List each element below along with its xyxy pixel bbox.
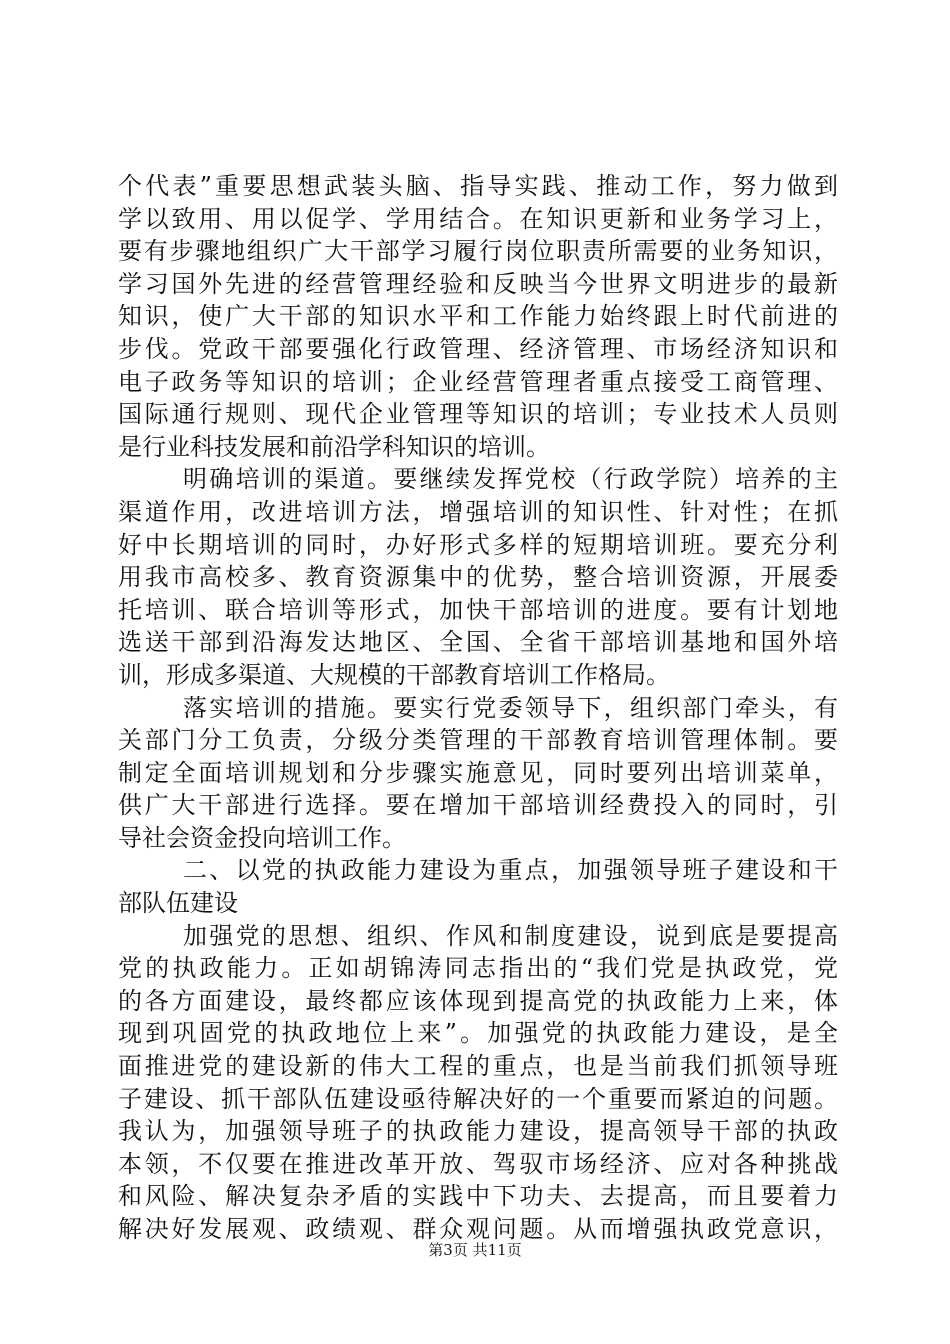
text-line: 国际通行规则、现代企业管理等知识的培训；专业技术人员则: [118, 400, 838, 429]
text-line: 党的执政能力。正如胡锦涛同志指出的“我们党是执政党，党: [118, 954, 838, 983]
text-line: 电子政务等知识的培训；企业经营管理者重点接受工商管理、: [118, 367, 838, 396]
text-line: 导社会资金投向培训工作。: [118, 823, 406, 852]
text-line: 训，形成多渠道、大规模的干部教育培训工作格局。: [118, 660, 670, 689]
text-line: 学习国外先进的经营管理经验和反映当今世界文明进步的最新: [118, 269, 838, 298]
paragraph-heading-line: 明确培训的渠道。要继续发挥党校（行政学院）培养的主: [183, 465, 838, 494]
text-line: 的各方面建设，最终都应该体现到提高党的执政能力上来，体: [118, 986, 838, 1015]
text-line: 托培训、联合培训等形式，加快干部培训的进度。要有计划地: [118, 595, 838, 624]
text-line: 面推进党的建设新的伟大工程的重点，也是当前我们抓领导班: [118, 1052, 838, 1081]
text-line: 子建设、抓干部队伍建设亟待解决好的一个重要而紧迫的问题。: [118, 1084, 838, 1113]
text-line: 步伐。党政干部要强化行政管理、经济管理、市场经济知识和: [118, 334, 838, 363]
text-line: 学以致用、用以促学、学用结合。在知识更新和业务学习上，: [118, 204, 838, 233]
text-line: 要有步骤地组织广大干部学习履行岗位职责所需要的业务知识，: [118, 237, 838, 266]
text-line: 渠道作用，改进培训方法，增强培训的知识性、针对性；在抓: [118, 497, 838, 526]
page-number: 第3页 共11页: [428, 1241, 522, 1259]
section-heading-line: 部队伍建设: [118, 889, 238, 918]
text-line: 个代表”重要思想武装头脑、指导实践、推动工作，努力做到: [118, 172, 838, 200]
body-text: [118, 170, 838, 1246]
text-line: 用我市高校多、教育资源集中的优势，整合培训资源，开展委: [118, 563, 838, 592]
text-line: 是行业科技发展和前沿学科知识的培训。: [118, 432, 550, 461]
section-heading-line: 二、以党的执政能力建设为重点，加强领导班子建设和干: [183, 856, 838, 885]
text-line: 现到巩固党的执政地位上来”。加强党的执政能力建设，是全: [118, 1019, 838, 1048]
paragraph-heading-line: 加强党的思想、组织、作风和制度建设，说到底是要提高: [183, 921, 838, 950]
text-line: 制定全面培训规划和分步骤实施意见，同时要列出培训菜单，: [118, 758, 838, 787]
text-line: 知识，使广大干部的知识水平和工作能力始终跟上时代前进的: [118, 302, 838, 331]
text-line: 好中长期培训的同时，办好形式多样的短期培训班。要充分利: [118, 530, 838, 559]
text-line: 和风险、解决复杂矛盾的实践中下功夫、去提高，而且要着力: [118, 1182, 838, 1211]
text-line: 本领，不仅要在推进改革开放、驾驭市场经济、应对各种挑战: [118, 1149, 838, 1178]
paragraph-heading-line: 落实培训的措施。要实行党委领导下，组织部门牵头，有: [183, 693, 838, 722]
text-line: 选送干部到沿海发达地区、全国、全省干部培训基地和国外培: [118, 628, 838, 657]
text-line: 供广大干部进行选择。要在增加干部培训经费投入的同时，引: [118, 791, 838, 820]
text-line: 我认为，加强领导班子的执政能力建设，提高领导干部的执政: [118, 1117, 838, 1146]
text-line: 关部门分工负责，分级分类管理的干部教育培训管理体制。要: [118, 726, 838, 755]
text-line: 解决好发展观、政绩观、群众观问题。从而增强执政党意识，: [118, 1215, 838, 1243]
